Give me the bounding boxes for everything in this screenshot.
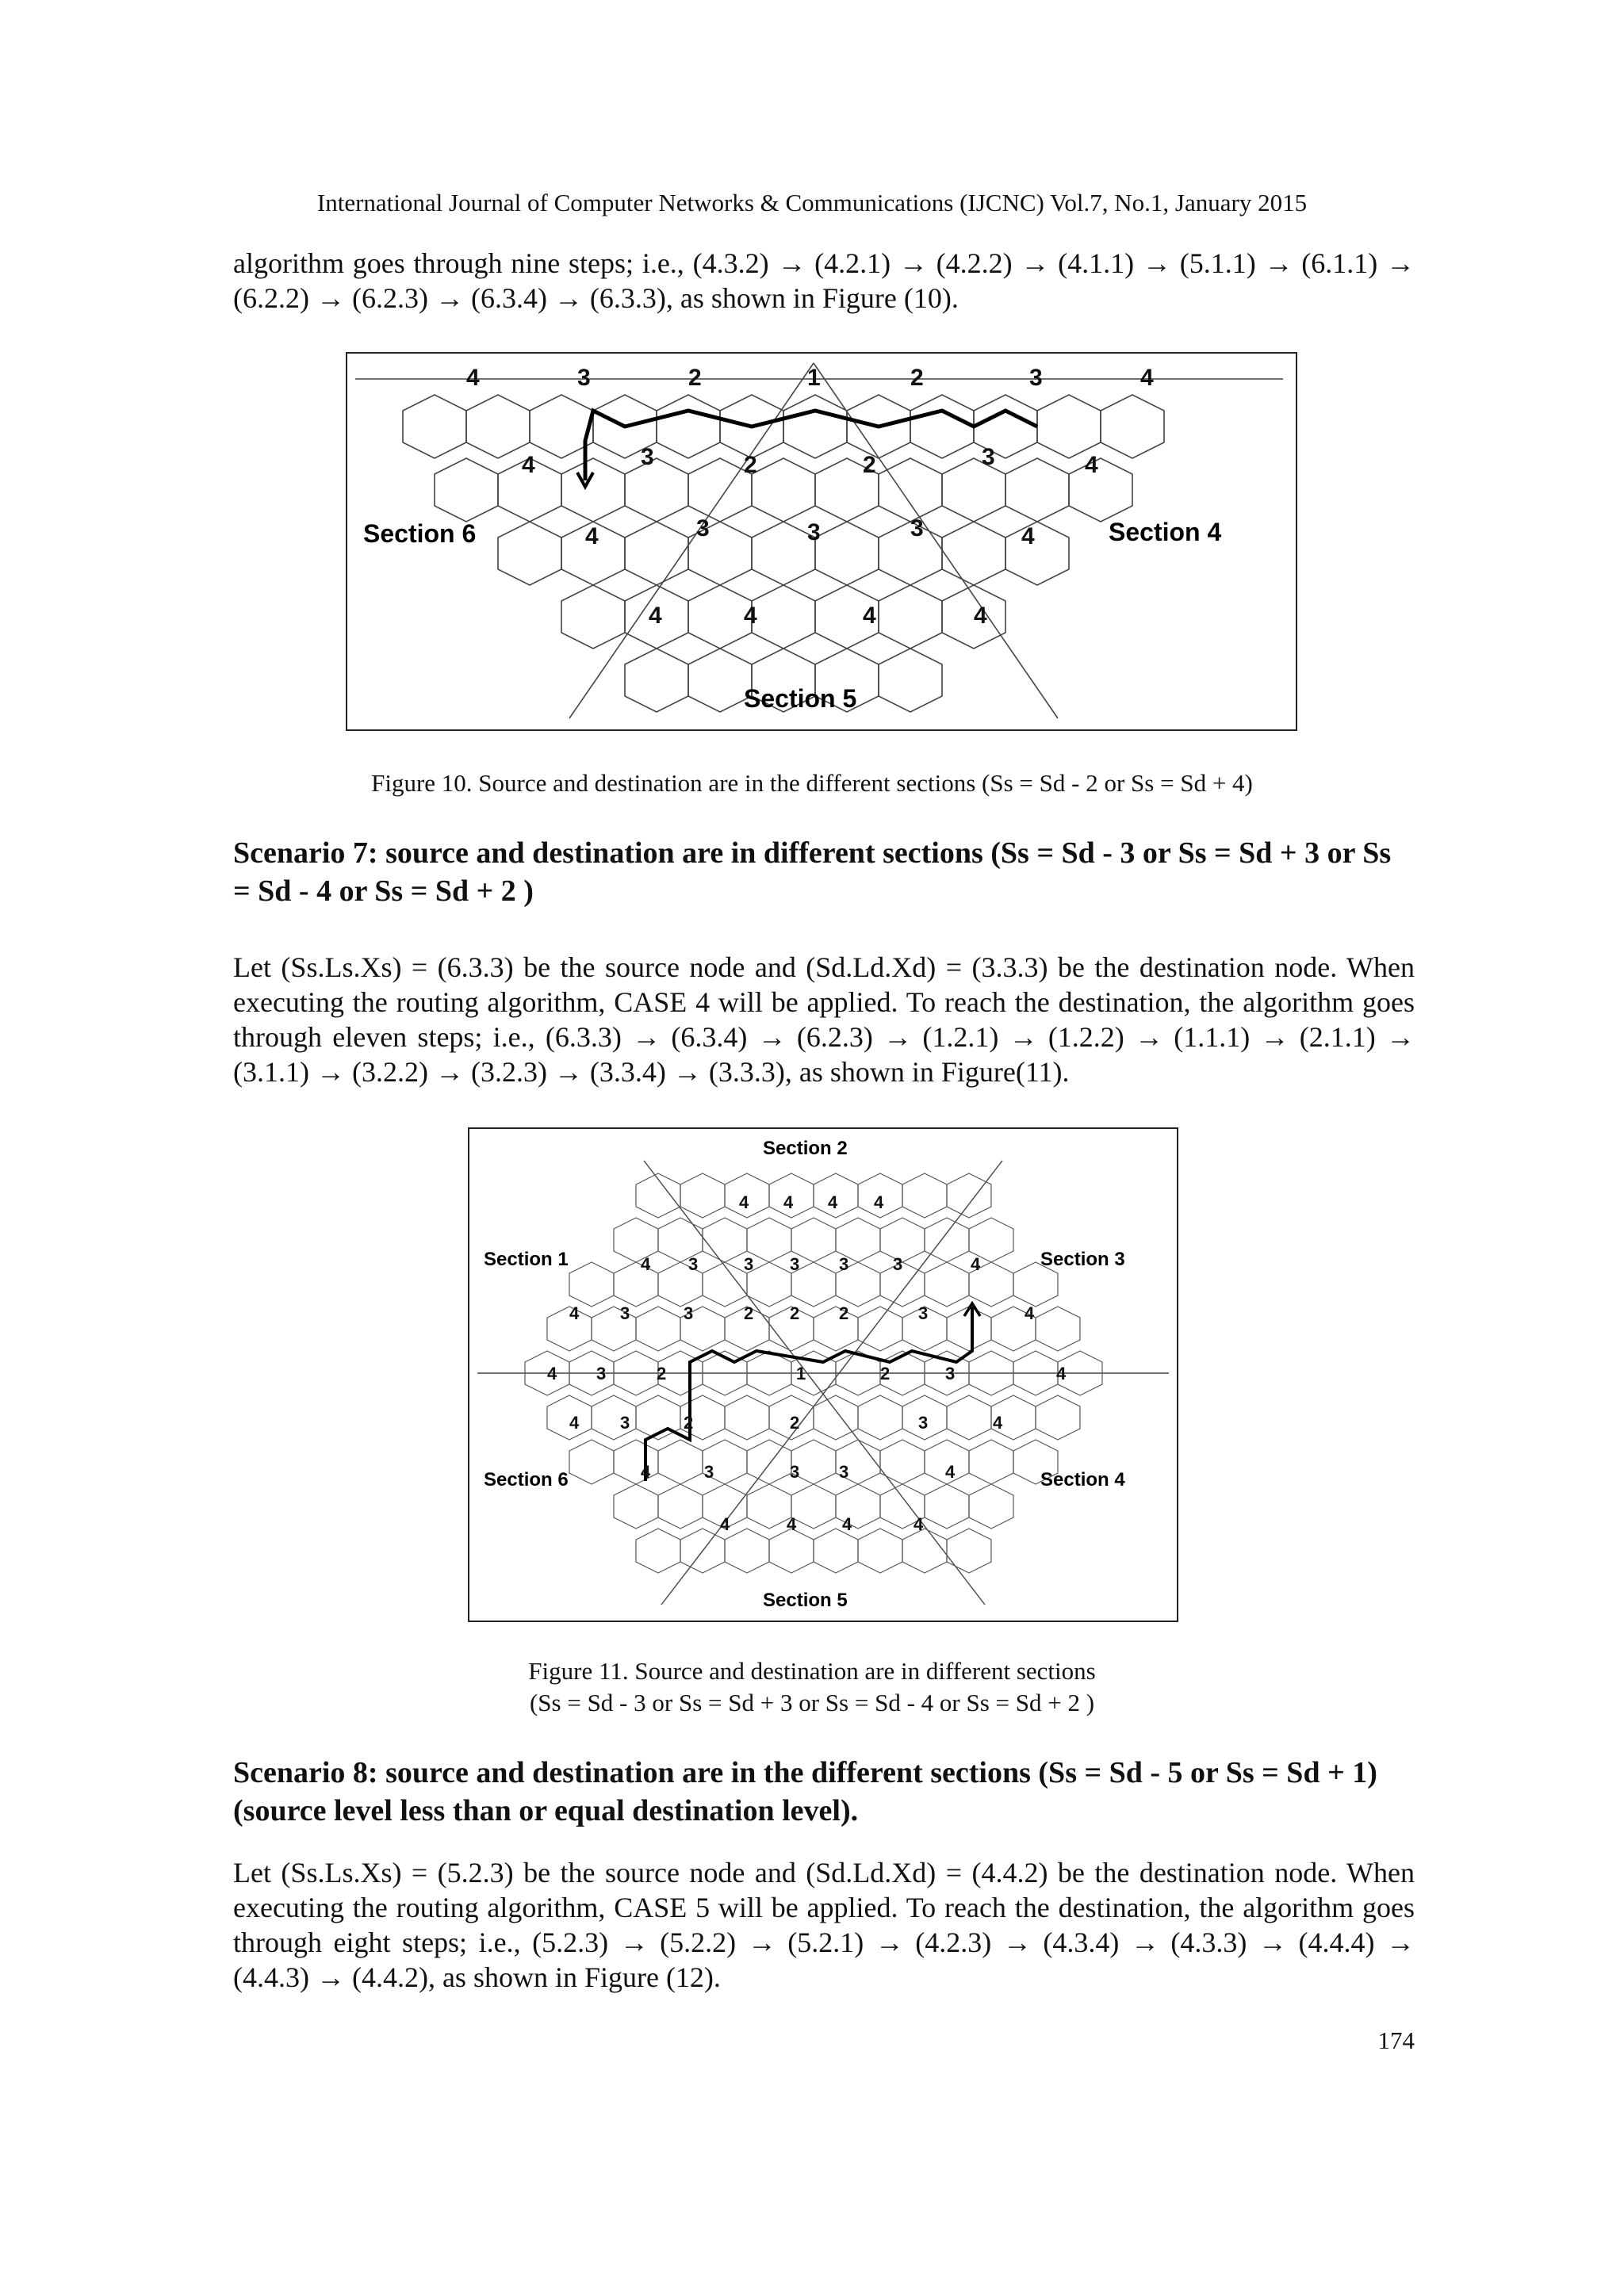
svg-text:4: 4: [1140, 365, 1154, 391]
svg-text:4: 4: [547, 1364, 557, 1383]
scenario-7-paragraph: [233, 950, 1415, 1089]
scenario-8-heading: Scenario 8: source and destination are in the different sections (Ss = Sd - 5 or Ss = Sd + 1) (source level less than or equal destination level).: [233, 1756, 1377, 1827]
svg-text:3: 3: [982, 444, 995, 470]
svg-text:2: 2: [839, 1303, 849, 1323]
fig11-section6-label: Section 6: [484, 1469, 569, 1490]
svg-text:1: 1: [807, 365, 821, 391]
svg-text:4: 4: [842, 1514, 852, 1534]
svg-text:4: 4: [874, 1192, 884, 1212]
fig10-section5-label: Section 5: [744, 684, 857, 713]
figure-10: [346, 352, 1297, 731]
page-number: 174: [1377, 2026, 1415, 2054]
svg-text:4: 4: [971, 1254, 981, 1274]
svg-text:3: 3: [641, 444, 654, 470]
svg-text:4: 4: [744, 603, 757, 629]
svg-text:4: 4: [1025, 1303, 1035, 1323]
svg-text:2: 2: [880, 1364, 891, 1383]
svg-text:3: 3: [918, 1303, 929, 1323]
figure-10-diagram: [347, 354, 1296, 729]
svg-text:3: 3: [688, 1254, 699, 1274]
svg-text:3: 3: [577, 365, 591, 391]
scenario-7-text: Let (Ss.Ls.Xs) = (6.3.3) be the source node and (Sd.Ld.Xd) = (3.3.3) be the destination node. When executing the routing algorithm, CASE 4 will be applied. To reach the destination, the algorithm goes through eleven steps; i.e., (6.3.3) → (6.3.4) → (6.2.3) → (1.2.1) → (1.2.2) → (1.1.1) → (2.1.1) → (3.1.1) → (3.2.2) → (3.2.3) → (3.3.4) → (3.3.3), as shown in Figure(11).: [233, 951, 1415, 1088]
figure-11-caption-line2: (Ss = Sd - 3 or Ss = Sd + 3 or Ss = Sd - 4 or Ss = Sd + 2 ): [529, 1689, 1095, 1716]
svg-text:4: 4: [914, 1514, 924, 1534]
svg-text:4: 4: [569, 1413, 580, 1433]
svg-text:3: 3: [744, 1254, 754, 1274]
svg-text:2: 2: [657, 1364, 667, 1383]
svg-text:3: 3: [620, 1413, 630, 1433]
svg-text:4: 4: [569, 1303, 580, 1323]
scenario-7-heading: Scenario 7: source and destination are in different sections (Ss = Sd - 3 or Ss = Sd + 3 or Ss = Sd - 4 or Ss = Sd + 2 ): [233, 836, 1392, 908]
svg-text:3: 3: [696, 515, 710, 541]
svg-text:3: 3: [596, 1364, 607, 1383]
svg-text:3: 3: [704, 1462, 714, 1482]
scenario-8-text: Let (Ss.Ls.Xs) = (5.2.3) be the source node and (Sd.Ld.Xd) = (4.4.2) be the destination node. When executing the routing algorithm, CASE 5 will be applied. To reach the destination, the algorithm goes through eight steps; i.e., (5.2.3) → (5.2.2) → (5.2.1) → (4.2.3) → (4.3.4) → (4.3.3) → (4.4.4) → (4.4.3) → (4.4.2), as shown in Figure (12).: [233, 1857, 1415, 1993]
svg-text:4: 4: [945, 1462, 956, 1482]
svg-text:2: 2: [790, 1303, 800, 1323]
svg-text:4: 4: [783, 1192, 794, 1212]
svg-text:4: 4: [739, 1192, 749, 1212]
fig10-section6-label: Section 6: [363, 519, 477, 548]
figure-11: [468, 1127, 1178, 1622]
svg-text:3: 3: [807, 519, 821, 545]
svg-text:4: 4: [1056, 1364, 1067, 1383]
svg-text:2: 2: [688, 365, 702, 391]
intro-paragraph: [233, 246, 1415, 316]
figure-11-diagram: [469, 1129, 1177, 1621]
figure-10-caption: Figure 10. Source and destination are in the different sections (Ss = Sd - 2 or Ss = Sd + 4): [371, 769, 1253, 797]
svg-text:3: 3: [620, 1303, 630, 1323]
svg-text:4: 4: [787, 1514, 797, 1534]
fig11-section3-label: Section 3: [1040, 1249, 1125, 1270]
svg-text:3: 3: [790, 1462, 800, 1482]
fig10-section4-label: Section 4: [1109, 518, 1222, 546]
svg-text:4: 4: [828, 1192, 838, 1212]
svg-text:3: 3: [790, 1254, 800, 1274]
svg-text:2: 2: [744, 1303, 754, 1323]
svg-text:3: 3: [910, 515, 924, 541]
svg-text:4: 4: [720, 1514, 730, 1534]
svg-text:3: 3: [684, 1303, 694, 1323]
fig11-section2-label: Section 2: [763, 1138, 848, 1159]
svg-text:3: 3: [839, 1462, 849, 1482]
svg-text:4: 4: [1085, 452, 1098, 478]
intro-paragraph-text: algorithm goes through nine steps; i.e., (4.3.2) → (4.2.1) → (4.2.2) → (4.1.1) → (5.1.1) → (6.1.1) → (6.2.2) → (6.2.3) → (6.3.4) → (6.3.3), as shown in Figure (10).: [233, 247, 1415, 314]
svg-text:3: 3: [945, 1364, 956, 1383]
running-header: International Journal of Computer Networks & Communications (IJCNC) Vol.7, No.1, January 2015: [316, 189, 1308, 216]
svg-text:4: 4: [585, 523, 599, 549]
fig11-section4-label: Section 4: [1040, 1469, 1125, 1490]
svg-text:4: 4: [466, 365, 480, 391]
svg-text:4: 4: [641, 1462, 651, 1482]
svg-text:2: 2: [790, 1413, 800, 1433]
figure-11-caption-line1: Figure 11. Source and destination are in different sections: [528, 1657, 1096, 1685]
svg-text:4: 4: [641, 1254, 651, 1274]
svg-text:4: 4: [649, 603, 662, 629]
svg-text:4: 4: [522, 452, 535, 478]
svg-text:1: 1: [796, 1364, 806, 1383]
svg-text:3: 3: [1029, 365, 1043, 391]
fig11-section1-label: Section 1: [484, 1249, 569, 1270]
svg-text:2: 2: [684, 1413, 694, 1433]
svg-text:4: 4: [993, 1413, 1003, 1433]
svg-text:3: 3: [893, 1254, 903, 1274]
svg-text:4: 4: [1021, 523, 1035, 549]
svg-text:2: 2: [863, 452, 876, 478]
svg-text:3: 3: [839, 1254, 849, 1274]
svg-text:4: 4: [863, 603, 876, 629]
fig11-section5-label: Section 5: [763, 1590, 848, 1611]
scenario-8-paragraph: [233, 1855, 1415, 1995]
svg-text:3: 3: [918, 1413, 929, 1433]
svg-text:2: 2: [744, 452, 757, 478]
svg-text:4: 4: [974, 603, 987, 629]
svg-text:2: 2: [910, 365, 924, 391]
